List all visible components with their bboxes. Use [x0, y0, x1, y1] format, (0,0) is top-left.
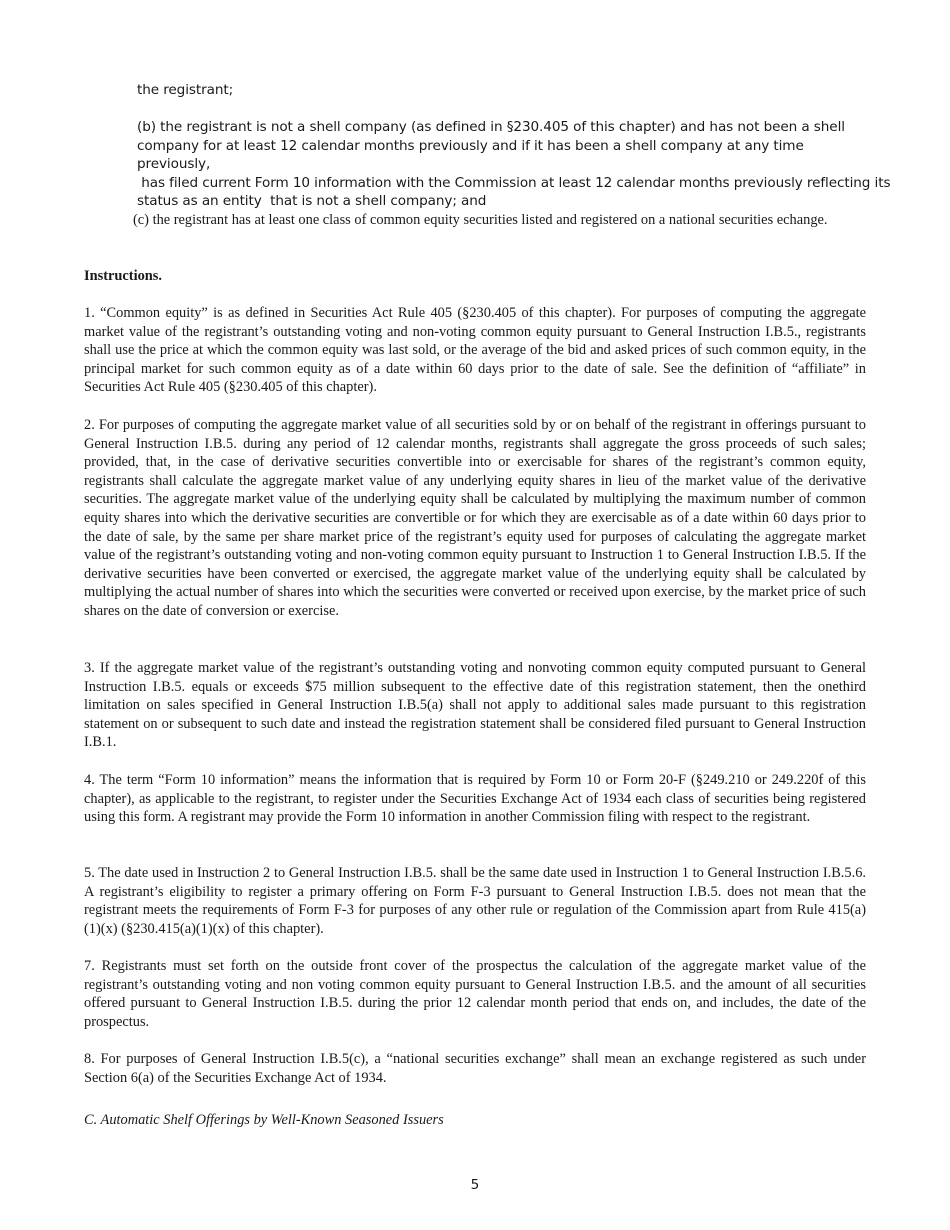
- page-number: 5: [470, 1177, 480, 1193]
- instruction-1: 1. “Common equity” is as defined in Securities Act Rule 405 (§230.405 of this chapter). For purposes of computing the aggregate market value of the registrant’s outstanding voting and non-voting common equity pursuant to General Instruction I.B.5., registrants shall use the price at which the common equity was last sold, or the average of the bid and asked prices of such common equity, in the principal market for such common equity as of a date within 60 days prior to the date of sale. See the definition of “affiliate” in Securities Act Rule 405 (§230.405 of this chapter).: [84, 305, 866, 396]
- paragraph-b-line: (b) the registrant is not a shell company (as defined in §230.405 of this chapter) and has not been a shell: [137, 119, 845, 135]
- instruction-8: 8. For purposes of General Instruction I.B.5(c), a “national securities exchange” shall mean an exchange registered as such under Section 6(a) of the Securities Exchange Act of 1934.: [84, 1051, 866, 1086]
- instruction-3: 3. If the aggregate market value of the registrant’s outstanding voting and nonvoting common equity computed pursuant to General Instruction I.B.5. equals or exceeds $75 million subsequent to the effective date of this registration statement, then the onethird limitation on sales specified in General Instruction I.B.5(a) shall not apply to additional sales made pursuant to this registration statement on or subsequent to such date and instead the registration statement shall be considered filed pursuant to General Instruction I.B.1.: [84, 660, 866, 751]
- paragraph-c: (c) the registrant has at least one class of common equity securities listed and registered on a national securities echange.: [133, 212, 828, 228]
- instruction-2: 2. For purposes of computing the aggregate market value of all securities sold by or on behalf of the registrant in offerings pursuant to General Instruction I.B.5. during any period of 12 calendar months, registrants shall aggregate the gross proceeds of such sales; provided, that, in the case of derivative securities convertible into or exercisable for shares of the registrant’s common equity, registrants shall calculate the aggregate market value of any underlying equity shares in lieu of the market value of the derivative securities. The aggregate market value of the underlying equity shall be calculated by multiplying the maximum number of common equity shares into which the derivative securities are convertible or for which they are exercisable as of a date within 60 days prior to the date of sale, by the same per share market price of the registrant’s equity used for purposes of calculating the aggregate market value of the registrant’s outstanding voting and non-voting common equity pursuant to Instruction 1 to General Instruction I.B.5. If the derivative securities have been converted or exercised, the aggregate market value of the underlying equity shall be calculated by multiplying the actual number of shares into which the securities were converted or received upon exercise, by the market price of such shares on the date of conversion or exercise.: [84, 417, 866, 619]
- continuation-text: the registrant;: [137, 82, 234, 98]
- paragraph-b-line: status as an entity that is not a shell company; and: [137, 193, 487, 209]
- instruction-5: 5. The date used in Instruction 2 to General Instruction I.B.5. shall be the same date used in Instruction 1 to General Instruction I.B.5.6. A registrant’s eligibility to register a primary offering on Form F-3 pursuant to General Instruction I.B.5. does not mean that the registrant meets the requirements of Form F-3 for purposes of any other rule or regulation of the Commission apart from Rule 415(a)(1)(x) (§230.415(a)(1)(x) of this chapter).: [84, 865, 866, 937]
- paragraph-b-line: company for at least 12 calendar months previously and if it has been a shell company at any time previously,: [137, 137, 804, 172]
- instructions-heading: Instructions.: [84, 268, 162, 284]
- instruction-7: 7. Registrants must set forth on the outside front cover of the prospectus the calculation of the aggregate market value of the registrant’s outstanding voting and non voting common equity pursuant to General Instruction I.B.5. and the amount of all securities offered pursuant to General Instruction I.B.5. during the prior 12 calendar month period that ends on, and includes, the date of the prospectus.: [84, 958, 866, 1030]
- paragraph-b-line: has filed current Form 10 information with the Commission at least 12 calendar months previously reflecting its: [137, 174, 891, 191]
- section-heading-c: C. Automatic Shelf Offerings by Well-Known Seasoned Issuers: [84, 1112, 444, 1128]
- instruction-4: 4. The term “Form 10 information” means the information that is required by Form 10 or Form 20-F (§249.210 or 249.220f of this chapter), as applicable to the registrant, to register under the Securities Exchange Act of 1934 each class of securities being registered using this form. A registrant may provide the Form 10 information in another Commission filing with respect to the registrant.: [84, 772, 866, 826]
- paragraph-b: [137, 118, 891, 211]
